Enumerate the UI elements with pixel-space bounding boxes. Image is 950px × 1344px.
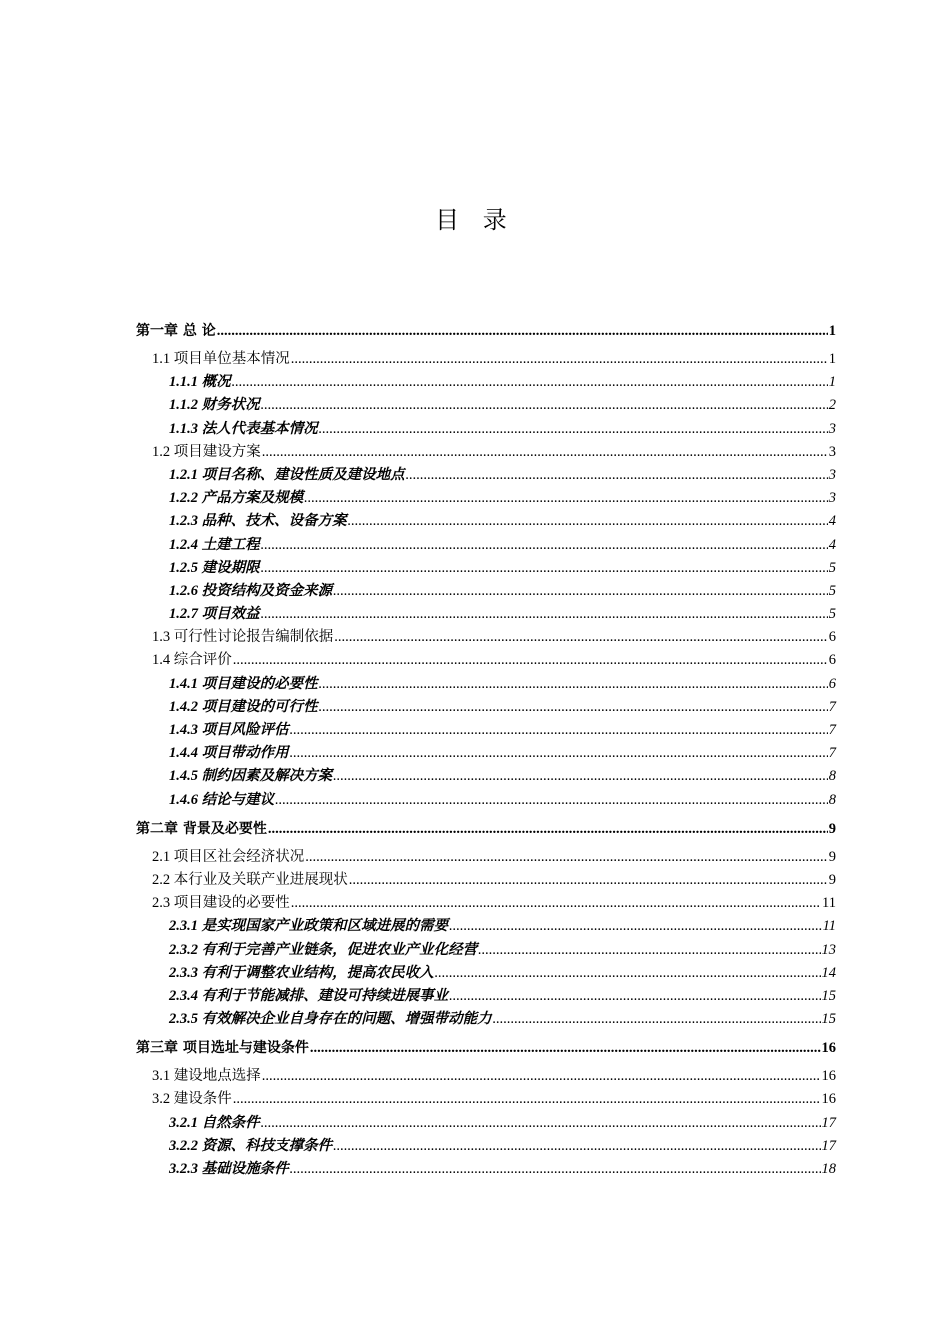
toc-subsection-entry[interactable]	[136, 673, 836, 696]
toc-page-number: 4	[828, 536, 836, 553]
toc-leader-dots	[334, 626, 828, 649]
toc-leader-dots	[319, 673, 828, 696]
toc-page-number: 15	[821, 987, 836, 1004]
toc-page-number: 16	[821, 1091, 836, 1108]
toc-chapter-entry[interactable]	[136, 812, 836, 846]
toc-page-number: 11	[822, 895, 836, 912]
toc-page-number: 2	[828, 397, 836, 414]
toc-entry-label: 1.2.5 建设期限	[169, 559, 260, 576]
toc-section-entry[interactable]	[136, 1065, 836, 1088]
toc-entry-label: 1.1.2 财务状况	[169, 397, 260, 414]
toc-entry-label: 2.3.2 有利于完善产业链条，促进农业产业化经营	[169, 941, 478, 958]
toc-section-entry[interactable]	[136, 892, 836, 915]
toc-page-number: 5	[828, 606, 836, 623]
toc-entry-label: 1.1 项目单位基本情况	[152, 351, 290, 367]
toc-subsection-entry[interactable]	[136, 915, 836, 938]
toc-leader-dots	[261, 1112, 821, 1135]
toc-entry-label: 3.2 建设条件	[152, 1091, 232, 1108]
toc-leader-dots	[478, 939, 820, 962]
toc-entry-label: 3.1 建设地点选择	[152, 1068, 261, 1085]
toc-leader-dots	[319, 418, 828, 441]
toc-chapter-entry[interactable]	[136, 314, 836, 348]
toc-subsection-entry[interactable]	[136, 394, 836, 417]
toc-page-number: 13	[821, 941, 836, 958]
toc-section-entry[interactable]	[136, 348, 836, 371]
toc-leader-dots	[262, 441, 828, 464]
toc-page-number: 14	[821, 964, 836, 981]
toc-page-number: 9	[828, 820, 836, 837]
toc-entry-label: 3.2.2 资源、科技支撑条件	[169, 1137, 333, 1154]
toc-leader-dots	[310, 1031, 821, 1065]
toc-leader-dots	[333, 580, 828, 603]
toc-entry-label: 3.2.3 基础设施条件	[169, 1161, 289, 1177]
toc-leader-dots	[348, 510, 828, 533]
toc-subsection-entry[interactable]	[136, 464, 836, 487]
toc-section-entry[interactable]	[136, 869, 836, 892]
toc-page-number: 17	[821, 1137, 836, 1154]
toc-leader-dots	[233, 1088, 821, 1111]
toc-page-number: 6	[828, 675, 836, 692]
toc-subsection-entry[interactable]	[136, 696, 836, 719]
toc-entry-label: 1.2.7 项目效益	[169, 606, 260, 623]
toc-leader-dots	[349, 869, 828, 892]
toc-page-number: 3	[828, 443, 836, 460]
toc-page-number: 8	[828, 768, 836, 785]
toc-entry-label: 第一章 总 论	[136, 323, 216, 339]
toc-entry-label: 1.2 项目建设方案	[152, 443, 261, 460]
toc-entry-label: 1.4 综合评价	[152, 652, 232, 669]
toc-page-number: 9	[828, 848, 836, 865]
toc-entry-label: 1.4.4 项目带动作用	[169, 745, 289, 762]
toc-page-number: 16	[821, 1040, 836, 1057]
toc-page-number: 3	[828, 420, 836, 437]
toc-subsection-entry[interactable]	[136, 1158, 836, 1181]
toc-section-entry[interactable]	[136, 649, 836, 672]
toc-page-number: 5	[828, 559, 836, 576]
toc-entry-label: 2.3.5 有效解决企业自身存在的问题、增强带动能力	[169, 1011, 492, 1028]
toc-page-number: 3	[828, 466, 836, 483]
toc-page-number: 5	[828, 582, 836, 599]
toc-page-number: 6	[828, 652, 836, 669]
toc-entry-label: 2.3.1 是实现国家产业政策和区域进展的需要	[169, 918, 449, 935]
toc-subsection-entry[interactable]	[136, 557, 836, 580]
toc-entry-label: 1.4.1 项目建设的必要性	[169, 675, 318, 692]
toc-leader-dots	[261, 394, 828, 417]
toc-page-number: 1	[828, 351, 836, 367]
toc-section-entry[interactable]	[136, 846, 836, 869]
toc-entry-label: 1.4.5 制约因素及解决方案	[169, 768, 333, 785]
toc-leader-dots	[290, 742, 828, 765]
toc-subsection-entry[interactable]	[136, 1135, 836, 1158]
toc-subsection-entry[interactable]	[136, 765, 836, 788]
toc-leader-dots	[261, 603, 828, 626]
toc-leader-dots	[261, 534, 828, 557]
toc-leader-dots	[291, 892, 821, 915]
toc-subsection-entry[interactable]	[136, 1112, 836, 1135]
toc-entry-label: 1.4.2 项目建设的可行性	[169, 698, 318, 715]
toc-subsection-entry[interactable]	[136, 719, 836, 742]
table-of-contents	[136, 314, 836, 1181]
toc-leader-dots	[449, 985, 820, 1008]
toc-entry-label: 1.3 可行性讨论报告编制依据	[152, 629, 334, 646]
toc-page-number: 3	[828, 490, 836, 507]
toc-leader-dots	[233, 649, 828, 672]
toc-leader-dots	[262, 1065, 821, 1088]
toc-entry-label: 2.1 项目区社会经济状况	[152, 848, 305, 865]
toc-leader-dots	[435, 962, 821, 985]
toc-subsection-entry[interactable]	[136, 487, 836, 510]
toc-entry-label: 1.2.1 项目名称、建设性质及建设地点	[169, 466, 405, 483]
toc-leader-dots	[261, 557, 828, 580]
toc-leader-dots	[275, 789, 828, 812]
toc-entry-label: 2.3.4 有利于节能减排、建设可持续进展事业	[169, 987, 449, 1004]
toc-chapter-entry[interactable]	[136, 1031, 836, 1065]
toc-page-number: 7	[828, 722, 836, 738]
toc-leader-dots	[304, 487, 828, 510]
toc-entry-label: 2.3.3 有利于调整农业结构，提高农民收入	[169, 964, 434, 981]
toc-subsection-entry[interactable]	[136, 789, 836, 812]
toc-leader-dots	[290, 719, 828, 742]
toc-leader-dots	[319, 696, 828, 719]
toc-page-number: 9	[828, 871, 836, 888]
toc-page-number: 7	[828, 745, 836, 762]
toc-page-number: 7	[828, 698, 836, 715]
toc-subsection-entry[interactable]	[136, 939, 836, 962]
toc-entry-label: 1.1.3 法人代表基本情况	[169, 420, 318, 437]
toc-leader-dots	[217, 314, 828, 348]
toc-leader-dots	[406, 464, 828, 487]
toc-entry-label: 第三章 项目选址与建设条件	[136, 1040, 309, 1057]
toc-entry-label: 1.4.6 结论与建议	[169, 791, 275, 808]
toc-subsection-entry[interactable]	[136, 510, 836, 533]
toc-page-number: 1	[828, 323, 836, 339]
toc-leader-dots	[333, 1135, 820, 1158]
toc-page-number: 4	[828, 513, 836, 530]
toc-subsection-entry[interactable]	[136, 962, 836, 985]
toc-entry-label: 3.2.1 自然条件	[169, 1114, 260, 1131]
toc-leader-dots	[333, 765, 828, 788]
toc-page-number: 1	[828, 374, 836, 391]
toc-subsection-entry[interactable]	[136, 371, 836, 394]
toc-subsection-entry[interactable]	[136, 534, 836, 557]
toc-section-entry[interactable]	[136, 1088, 836, 1111]
toc-page-number: 6	[828, 629, 836, 646]
toc-leader-dots	[305, 846, 828, 869]
toc-entry-label: 1.2.3 品种、技术、设备方案	[169, 513, 347, 530]
toc-section-entry[interactable]	[136, 626, 836, 649]
toc-subsection-entry[interactable]	[136, 580, 836, 603]
toc-leader-dots	[232, 371, 828, 394]
toc-entry-label: 1.1.1 概况	[169, 374, 231, 391]
toc-entry-label: 1.4.3 项目风险评估	[169, 722, 289, 738]
toc-leader-dots	[449, 915, 821, 938]
toc-page-number: 15	[821, 1011, 836, 1028]
toc-leader-dots	[268, 812, 828, 846]
toc-subsection-entry[interactable]	[136, 603, 836, 626]
toc-entry-label: 2.2 本行业及关联产业进展现状	[152, 871, 348, 888]
toc-subsection-entry[interactable]	[136, 418, 836, 441]
toc-entry-label: 1.2.2 产品方案及规模	[169, 490, 304, 507]
toc-entry-label: 1.2.6 投资结构及资金来源	[169, 582, 333, 599]
toc-leader-dots	[291, 348, 828, 371]
toc-page-number: 16	[821, 1068, 836, 1085]
toc-page-number: 11	[822, 918, 836, 935]
toc-section-entry[interactable]	[136, 441, 836, 464]
toc-subsection-entry[interactable]	[136, 742, 836, 765]
toc-title: 目 录	[435, 206, 515, 234]
toc-entry-label: 1.2.4 土建工程	[169, 536, 260, 553]
toc-page-number: 8	[828, 791, 836, 808]
toc-entry-label: 第二章 背景及必要性	[136, 820, 267, 837]
toc-leader-dots	[493, 1008, 821, 1031]
toc-leader-dots	[290, 1158, 821, 1181]
toc-subsection-entry[interactable]	[136, 1008, 836, 1031]
toc-entry-label: 2.3 项目建设的必要性	[152, 895, 290, 912]
toc-page-number: 17	[821, 1114, 836, 1131]
toc-subsection-entry[interactable]	[136, 985, 836, 1008]
toc-page-number: 18	[821, 1161, 836, 1177]
